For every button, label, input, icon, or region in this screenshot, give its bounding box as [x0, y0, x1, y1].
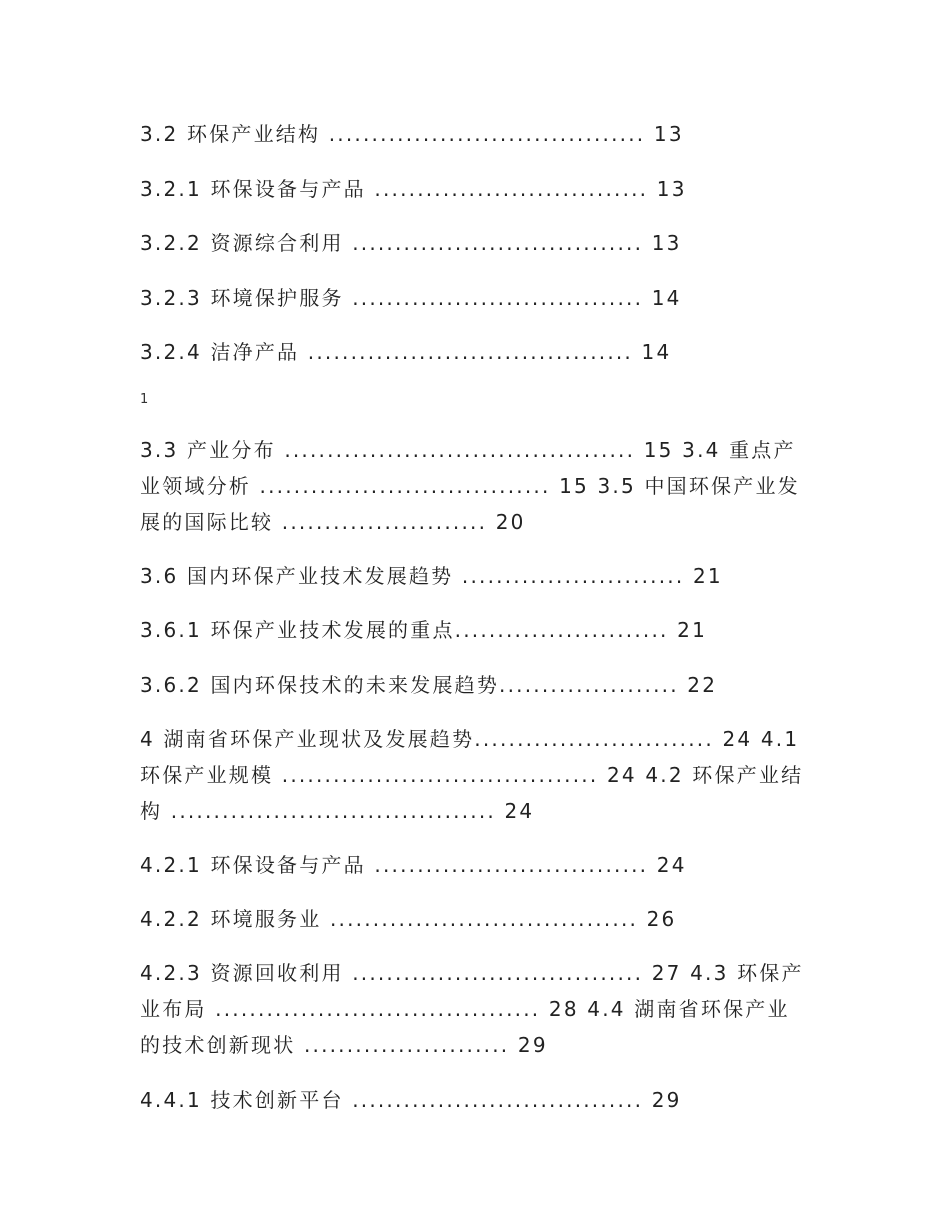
- toc-entry-4-4-1: 4.4.1 技术创新平台 .................................. 29: [140, 1088, 682, 1112]
- toc-entry-3-2-4: 3.2.4 洁净产品 ...................................... 14: [140, 340, 672, 364]
- toc-entry-3-2-2: 3.2.2 资源综合利用 .................................. 13: [140, 231, 682, 255]
- toc-entry-3-6: 3.6 国内环保产业技术发展趋势 .......................... 21: [140, 564, 723, 588]
- toc-entry-3-6-1: 3.6.1 环保产业技术发展的重点......................... 21: [140, 618, 707, 642]
- toc-block-3-3-to-3-5: [140, 432, 810, 540]
- toc-entry-4-2-1: 4.2.1 环保设备与产品 ................................ 24: [140, 853, 687, 877]
- toc-entry-4-2-2: 4.2.2 环境服务业 .................................... 26: [140, 907, 677, 931]
- toc-block-text: 3.3 产业分布 ......................................... 15 3.4 重点产业领域分析 .................................. 15 3.5 中国环保产业发展的国际比较 ........................ 20: [140, 438, 800, 534]
- toc-block-text: 4 湖南省环保产业现状及发展趋势............................ 24 4.1 环保产业规模 ..................................... 24 4.2 环保产业结构 ...................................... 24: [140, 727, 804, 823]
- toc-entry-3-2: 3.2 环保产业结构 ..................................... 13: [140, 122, 684, 146]
- toc-entry-3-2-3: 3.2.3 环境保护服务 .................................. 14: [140, 286, 682, 310]
- toc-block-4-2-3-to-4-4: [140, 955, 810, 1063]
- toc-entry-3-2-1: 3.2.1 环保设备与产品 ................................ 13: [140, 177, 687, 201]
- toc-entry-3-6-2: 3.6.2 国内环保技术的未来发展趋势..................... 22: [140, 673, 718, 697]
- toc-block-text: 4.2.3 资源回收利用 .................................. 27 4.3 环保产业布局 ...................................... 28 4.4 湖南省环保产业的技术创新现状 ........................ 29: [140, 961, 804, 1057]
- page-number: 1: [140, 392, 149, 407]
- toc-block-4-to-4-2: [140, 721, 810, 829]
